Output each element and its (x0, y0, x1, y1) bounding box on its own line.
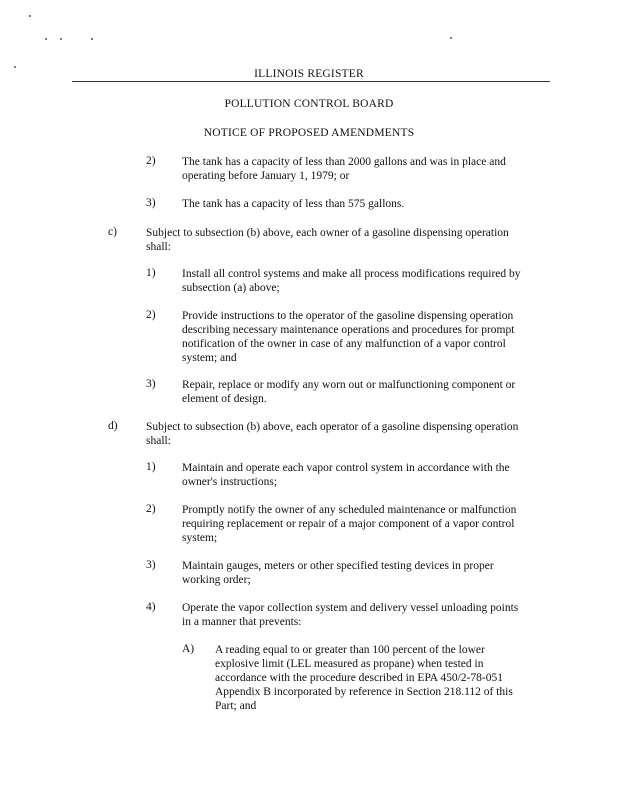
item-line: The tank has a capacity of less than 2000 gallons and was in place and (182, 156, 506, 168)
item-line: owner's instructions; (182, 476, 278, 488)
item-line: Maintain gauges, meters or other specified testing devices in proper (182, 560, 494, 572)
item-line: Install all control systems and make all process modifications required by (182, 268, 521, 280)
item-text (182, 197, 404, 211)
item-text (182, 155, 506, 183)
item-line: operating before January 1, 1979; or (182, 170, 350, 182)
item-text (182, 309, 514, 365)
item-line: shall: (146, 435, 171, 447)
item-text (182, 378, 515, 406)
item-line: accordance with the procedure described in EPA 450/2-78-051 (215, 672, 503, 684)
notice-title: NOTICE OF PROPOSED AMENDMENTS (203, 127, 415, 139)
item-line: shall: (146, 241, 171, 253)
scan-speck (45, 38, 47, 40)
item-line: The tank has a capacity of less than 575 gallons. (182, 198, 405, 210)
item-label: 1) (146, 267, 156, 279)
item-label: 2) (146, 503, 156, 515)
item-line: Operate the vapor collection system and delivery vessel unloading points (182, 602, 519, 614)
board-title: POLLUTION CONTROL BOARD (224, 98, 394, 110)
scan-speck (450, 37, 452, 39)
item-label: A) (182, 643, 195, 655)
item-text (146, 420, 518, 448)
scan-speck (91, 38, 93, 40)
item-line: Subject to subsection (b) above, each operator of a gasoline dispensing operation (146, 421, 519, 433)
item-line: Subject to subsection (b) above, each owner of a gasoline dispensing operation (146, 227, 509, 239)
item-line: Provide instructions to the operator of the gasoline dispensing operation (182, 310, 514, 322)
item-text (182, 503, 516, 545)
item-line: Appendix B incorporated by reference in Section 218.112 of this (215, 686, 513, 698)
item-line: requiring replacement or repair of a major component of a vapor control (182, 518, 515, 530)
scan-speck (60, 38, 62, 40)
item-text (146, 226, 509, 254)
item-line: notification of the owner in case of any malfunction of a vapor control (182, 338, 506, 350)
item-text (182, 601, 518, 629)
item-line: subsection (a) above; (182, 282, 280, 294)
item-line: describing necessary maintenance operations and procedures for prompt (182, 324, 515, 336)
item-label: 3) (146, 378, 156, 390)
item-text (182, 267, 521, 295)
item-line: system; and (182, 352, 237, 364)
item-label: c) (108, 226, 117, 238)
item-label: 2) (146, 309, 156, 321)
item-text (182, 559, 494, 587)
item-line: in a manner that prevents: (182, 616, 302, 628)
header-rule (72, 81, 550, 82)
item-line: A reading equal to or greater than 100 percent of the lower (215, 644, 485, 656)
scan-speck (29, 15, 31, 17)
item-text (215, 643, 513, 713)
item-line: Part; and (215, 700, 257, 712)
register-title: ILLINOIS REGISTER (254, 68, 364, 80)
item-line: Promptly notify the owner of any scheduled maintenance or malfunction (182, 504, 517, 516)
item-label: 3) (146, 197, 156, 209)
item-line: working order; (182, 574, 251, 586)
item-line: Repair, replace or modify any worn out or malfunctioning component or (182, 379, 516, 391)
item-text (182, 461, 510, 489)
item-label: 3) (146, 559, 156, 571)
item-label: 1) (146, 461, 156, 473)
item-line: explosive limit (LEL measured as propane) when tested in (215, 658, 484, 670)
item-label: 2) (146, 155, 156, 167)
item-label: d) (108, 420, 118, 432)
item-line: system; (182, 532, 218, 544)
item-line: Maintain and operate each vapor control system in accordance with the (182, 462, 510, 474)
item-label: 4) (146, 601, 156, 613)
item-line: element of design. (182, 393, 267, 405)
